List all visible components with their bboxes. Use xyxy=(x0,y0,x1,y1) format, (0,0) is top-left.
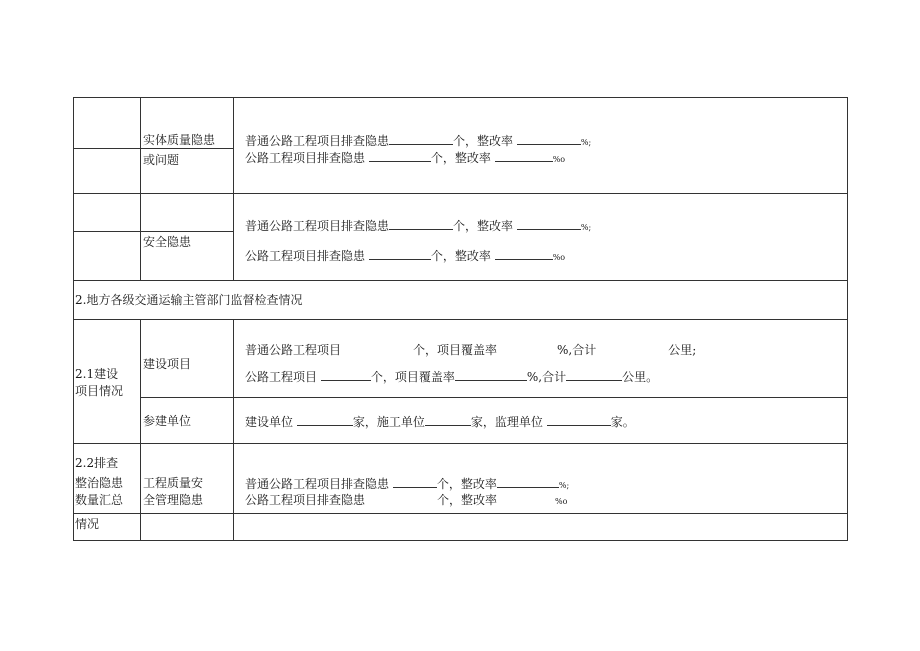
section-2-1-label-cont: 项目情况 xyxy=(75,384,124,398)
blank-field[interactable] xyxy=(495,150,553,162)
section-2-2-label-cont-3: 情况 xyxy=(75,517,100,531)
mgmt-line-1: 普通公路工程项目排查隐患 个，整改率 %; xyxy=(245,477,570,491)
section-2-2-label-cont: 整治隐患 xyxy=(75,476,124,490)
section-2-title: 2.地方各级交通运输主管部门监督检查情况 xyxy=(75,293,303,307)
section-2-2-label-cont-2: 数量汇总 xyxy=(75,493,124,507)
blank-field[interactable] xyxy=(389,218,453,230)
safety-hazard-label: 安全隐患 xyxy=(143,235,192,249)
blank-field[interactable] xyxy=(495,248,553,260)
blank-field[interactable] xyxy=(455,369,527,381)
mgmt-line-2: 公路工程项目排查隐患 个，整改率 %o xyxy=(245,493,568,507)
quality-hazard-label-cont: 或问题 xyxy=(143,153,180,167)
section-2-2-label: 2.2排查 xyxy=(75,456,119,470)
blank-field[interactable] xyxy=(517,133,581,145)
blank-field[interactable] xyxy=(517,218,581,230)
quality-hazard-label: 实体质量隐患 xyxy=(143,133,216,147)
construction-line-2: 公路工程项目 个，项目覆盖率 %,合计 公里。 xyxy=(245,370,659,384)
section-2-1-label: 2.1建设 xyxy=(75,367,119,381)
blank-field[interactable] xyxy=(389,133,453,145)
blank-field[interactable] xyxy=(425,414,471,426)
quality-line-1: 普通公路工程项目排查隐患 个，整改率 %; xyxy=(245,134,592,148)
construction-line-1: 普通公路工程项目 个，项目覆盖率 %,合计 公里; xyxy=(245,343,697,357)
safety-mgmt-hazard-label-cont: 全管理隐患 xyxy=(143,493,204,507)
blank-field[interactable] xyxy=(393,476,437,488)
blank-field[interactable] xyxy=(321,369,371,381)
blank-field[interactable] xyxy=(297,414,353,426)
blank-field[interactable] xyxy=(566,369,622,381)
blank-field[interactable] xyxy=(497,476,559,488)
participating-units-label: 参建单位 xyxy=(143,414,192,428)
construction-project-label: 建设项目 xyxy=(143,357,192,371)
safety-line-2: 公路工程项目排查隐患 个，整改率 %o xyxy=(245,249,566,263)
units-line: 建设单位 家，施工单位 家，监理单位 家。 xyxy=(245,415,635,429)
blank-field[interactable] xyxy=(369,150,431,162)
safety-mgmt-hazard-label: 工程质量安 xyxy=(143,476,204,490)
blank-field[interactable] xyxy=(547,414,611,426)
blank-field[interactable] xyxy=(369,248,431,260)
safety-line-1: 普通公路工程项目排查隐患 个，整改率 %; xyxy=(245,219,592,233)
quality-line-2: 公路工程项目排查隐患 个，整改率 %o xyxy=(245,151,566,165)
